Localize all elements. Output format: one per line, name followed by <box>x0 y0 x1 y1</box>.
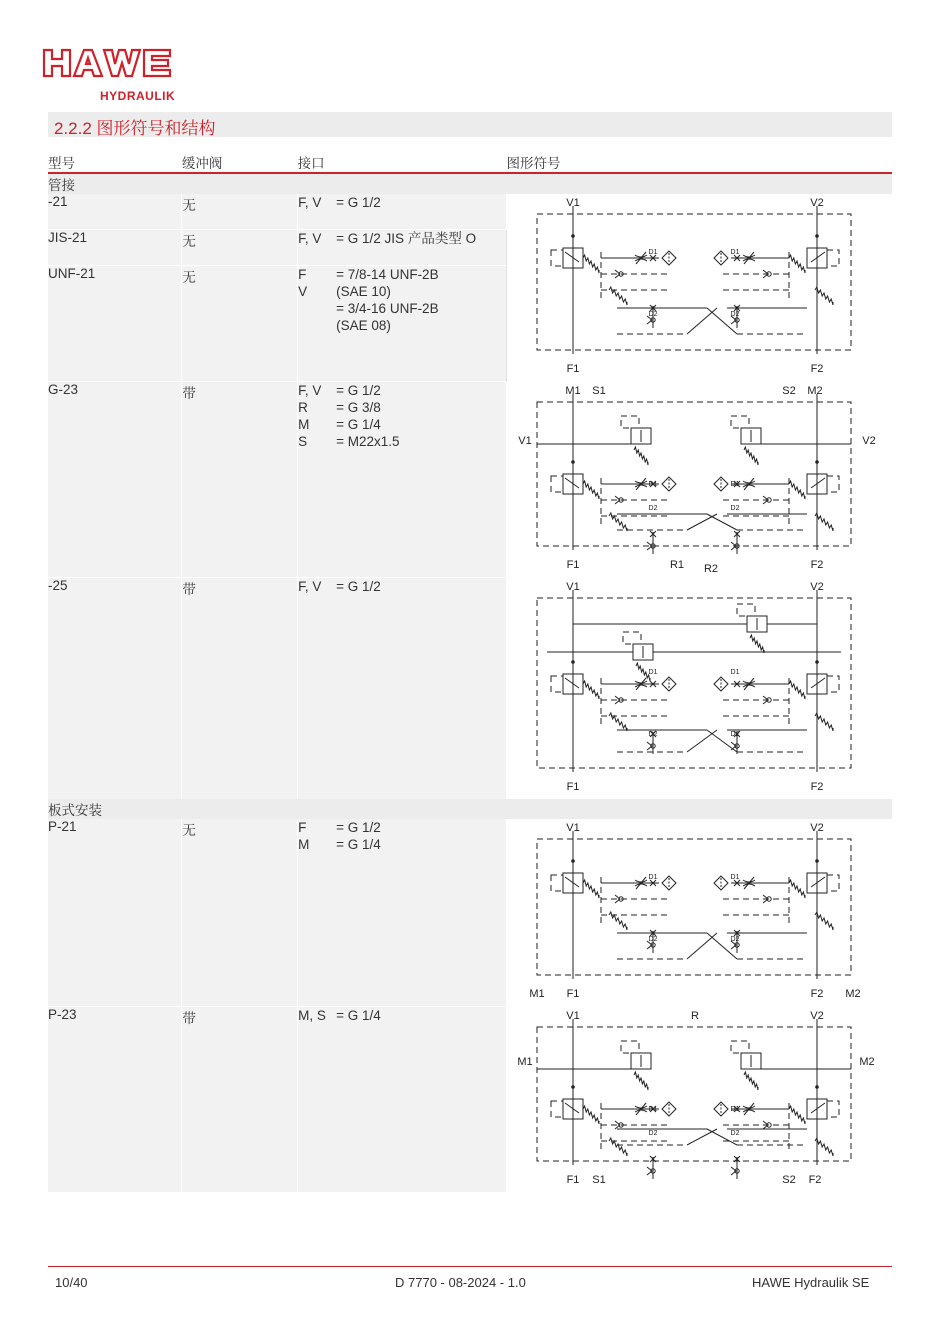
block-outline <box>827 875 839 891</box>
interface-cell <box>298 230 507 266</box>
port-label: D2 <box>648 731 658 738</box>
block-outline <box>551 476 563 492</box>
ifc-port: F <box>298 820 307 835</box>
port-label: F2 <box>808 1174 822 1186</box>
junction-dot <box>815 859 819 863</box>
port-label: M1 <box>565 385 581 397</box>
port-label: F1 <box>566 1174 580 1186</box>
hydraulic-symbol-25 <box>507 578 891 796</box>
port-label: M2 <box>859 1056 875 1068</box>
port-label: R <box>690 1010 699 1022</box>
spring-symbol <box>789 1106 805 1124</box>
ifc-port: S <box>298 434 308 449</box>
valve-arrow <box>565 252 579 262</box>
port-label: D1 <box>648 481 658 488</box>
spring-symbol <box>750 635 764 653</box>
footer-company: HAWE Hydraulik SE <box>752 1275 870 1290</box>
table-row <box>48 578 892 800</box>
check-valve-seat <box>647 1167 652 1175</box>
junction-dot <box>571 660 575 664</box>
table-header <box>48 152 892 173</box>
ifc-value: = G 1/2 <box>336 820 381 835</box>
hydraulic-symbol-p21 <box>507 819 891 1003</box>
ifc-port: M <box>298 417 310 432</box>
group-pipe: 管接 <box>48 173 892 194</box>
block-outline <box>551 875 563 891</box>
port-label: F2 <box>810 988 824 1000</box>
port-label: D1 <box>730 249 740 256</box>
check-valve-seat <box>647 742 652 750</box>
ifc-value: (SAE 08) <box>336 317 391 333</box>
valve-arrow <box>565 478 579 488</box>
port-label: V1 <box>566 581 580 593</box>
check-valve-seat <box>731 742 736 750</box>
block-outline <box>731 416 749 428</box>
check-valve-seat <box>731 1167 736 1175</box>
buffer-cell: 无 <box>182 265 298 381</box>
interface-cell <box>298 382 507 578</box>
hydraulic-symbol-p23 <box>507 1007 891 1189</box>
port-label: V1 <box>566 197 580 209</box>
port-label: V2 <box>810 1010 824 1022</box>
spring-symbol <box>815 513 833 531</box>
spring-symbol <box>815 912 833 930</box>
block-outline <box>827 676 839 692</box>
spring-symbol <box>815 713 833 731</box>
block-outline <box>737 604 755 616</box>
port-label: V1 <box>566 822 580 834</box>
port-label: V2 <box>862 435 876 447</box>
port-label: D2 <box>648 936 658 943</box>
port-label: D1 <box>648 669 658 676</box>
port-label: D2 <box>730 936 740 943</box>
ifc-value: (SAE 10) <box>336 283 391 299</box>
spring-symbol <box>789 880 805 898</box>
valve-arrow <box>565 1103 579 1113</box>
port-label: S2 <box>782 1174 796 1186</box>
port-label: D2 <box>648 505 658 512</box>
ifc-port: F <box>298 266 307 282</box>
flow-line <box>687 308 717 334</box>
symbol-cell <box>506 1007 891 1193</box>
col-header-symbol: 图形符号 <box>506 152 891 173</box>
spring-symbol <box>634 1072 648 1090</box>
ifc-port: F, V <box>298 195 322 210</box>
flow-line <box>707 514 737 530</box>
port-label: D1 <box>648 874 658 881</box>
spring-symbol <box>789 255 805 273</box>
spring-symbol <box>789 681 805 699</box>
group-plate: 板式安装 <box>48 799 892 819</box>
port-label: D1 <box>648 1106 658 1113</box>
port-label: V2 <box>810 822 824 834</box>
ifc-port: M, S <box>298 1008 326 1023</box>
interface-cell <box>298 265 507 381</box>
spec-table <box>48 152 892 1192</box>
flow-line <box>687 730 717 752</box>
hydraulic-symbol-g23 <box>507 382 891 574</box>
buffer-cell: 无 <box>182 194 298 230</box>
spring-symbol <box>583 481 599 499</box>
table-row <box>48 194 892 230</box>
spring-symbol <box>744 1072 758 1090</box>
col-header-buffer: 缓冲阀 <box>182 152 298 173</box>
block-outline <box>537 214 851 350</box>
model-cell: P-23 <box>48 1007 182 1193</box>
port-label: D2 <box>730 311 740 318</box>
interface-cell <box>298 194 507 230</box>
spring-symbol <box>583 681 599 699</box>
footer-divider <box>48 1266 892 1267</box>
block-outline <box>623 632 641 644</box>
port-label: M2 <box>807 385 823 397</box>
block-outline <box>827 476 839 492</box>
port-label: D1 <box>730 481 740 488</box>
symbol-cell <box>506 194 891 382</box>
logo-subtitle: HYDRAULIK <box>100 89 176 103</box>
valve-arrow <box>811 252 825 262</box>
port-label: R2 <box>703 563 718 574</box>
port-label: V1 <box>566 1010 580 1022</box>
spring-symbol <box>634 447 648 465</box>
junction-dot <box>571 859 575 863</box>
flow-line <box>687 933 717 959</box>
footer-doc: D 7770 - 08-2024 - 1.0 <box>395 1275 526 1290</box>
port-label: D1 <box>648 249 658 256</box>
block-outline <box>731 1041 749 1053</box>
section-title: 2.2.2 图形符号和结构 <box>54 119 216 138</box>
spring-symbol <box>583 880 599 898</box>
valve-arrow <box>565 877 579 887</box>
port-label: R1 <box>669 559 684 571</box>
ifc-value: = G 1/2 JIS 产品类型 O <box>336 231 477 247</box>
spring-symbol <box>583 1106 599 1124</box>
ifc-value: = G 1/4 <box>336 1008 381 1023</box>
port-label: D1 <box>730 669 740 676</box>
port-label: V2 <box>810 197 824 209</box>
port-label: D2 <box>730 731 740 738</box>
spring-symbol <box>789 481 805 499</box>
port-label: S1 <box>592 1174 606 1186</box>
valve-arrow <box>811 478 825 488</box>
table-row <box>48 819 892 1007</box>
ifc-value: = G 1/4 <box>336 837 381 852</box>
buffer-cell: 带 <box>182 1007 298 1193</box>
ifc-value: = M22x1.5 <box>336 434 400 449</box>
junction-dot <box>815 234 819 238</box>
symbol-cell <box>506 819 891 1007</box>
ifc-port: F, V <box>298 579 322 594</box>
block-outline <box>537 839 851 975</box>
ifc-value: = G 1/2 <box>336 383 381 398</box>
ifc-port: R <box>298 400 308 415</box>
port-label: F1 <box>566 559 580 571</box>
ifc-port: V <box>298 283 308 299</box>
table-row <box>48 382 892 578</box>
port-label: F1 <box>566 363 580 375</box>
col-header-interface: 接口 <box>298 152 507 173</box>
ifc-port: F, V <box>298 231 322 247</box>
ifc-value: = 7/8-14 UNF-2B <box>336 266 439 282</box>
model-cell: -25 <box>48 578 182 800</box>
port-label: V2 <box>810 581 824 593</box>
port-label: D2 <box>730 505 740 512</box>
port-label: F2 <box>810 781 824 793</box>
valve-arrow <box>811 678 825 688</box>
junction-dot <box>815 660 819 664</box>
interface-cell <box>298 1007 507 1193</box>
port-label: M1 <box>517 1056 533 1068</box>
interface-cell <box>298 578 507 800</box>
junction-dot <box>571 1085 575 1089</box>
valve-arrow <box>811 1103 825 1113</box>
valve-arrow <box>811 877 825 887</box>
block-outline <box>551 1101 563 1117</box>
port-label: S1 <box>592 385 606 397</box>
block-outline <box>537 402 851 546</box>
model-cell: JIS-21 <box>48 230 182 266</box>
port-label: D2 <box>730 1130 740 1137</box>
footer-page: 10/40 <box>55 1275 88 1290</box>
spring-symbol <box>815 1138 833 1156</box>
section-header <box>48 112 892 137</box>
port-label: D2 <box>648 311 658 318</box>
junction-dot <box>571 234 575 238</box>
port-label: D2 <box>648 1130 658 1137</box>
junction-dot <box>571 460 575 464</box>
model-cell: UNF-21 <box>48 265 182 381</box>
block-outline <box>827 1101 839 1117</box>
port-label: D1 <box>730 1106 740 1113</box>
block-outline <box>827 250 839 266</box>
buffer-cell: 无 <box>182 819 298 1007</box>
valve-arrow <box>565 678 579 688</box>
port-label: M2 <box>845 988 861 1000</box>
port-label: S2 <box>782 385 796 397</box>
block-outline <box>621 416 639 428</box>
ifc-value: = G 3/8 <box>336 400 381 415</box>
spring-symbol <box>744 447 758 465</box>
port-label: F1 <box>566 781 580 793</box>
symbol-cell <box>506 382 891 578</box>
ifc-value: = G 1/2 <box>336 579 381 594</box>
ifc-port: M <box>298 837 310 852</box>
junction-dot <box>815 1085 819 1089</box>
buffer-cell: 带 <box>182 382 298 578</box>
buffer-cell: 带 <box>182 578 298 800</box>
buffer-cell: 无 <box>182 230 298 266</box>
port-label: V1 <box>518 435 532 447</box>
ifc-value: = 3/4-16 UNF-2B <box>336 300 439 316</box>
hydraulic-symbol-21 <box>507 194 891 378</box>
col-header-model: 型号 <box>48 152 182 173</box>
port-label: D1 <box>730 874 740 881</box>
spring-symbol <box>583 255 599 273</box>
model-cell: P-21 <box>48 819 182 1007</box>
ifc-port: F, V <box>298 383 322 398</box>
model-cell: -21 <box>48 194 182 230</box>
interface-cell <box>298 819 507 1007</box>
ifc-value: = G 1/2 <box>336 195 381 210</box>
port-label: F1 <box>566 988 580 1000</box>
spring-symbol <box>815 287 833 305</box>
port-label: F2 <box>810 363 824 375</box>
ifc-value: = G 1/4 <box>336 417 381 432</box>
ifc-port <box>298 317 336 334</box>
block-outline <box>551 250 563 266</box>
port-label: M1 <box>529 988 545 1000</box>
table-row <box>48 1007 892 1193</box>
block-outline <box>621 1041 639 1053</box>
ifc-port <box>298 300 336 317</box>
junction-dot <box>815 460 819 464</box>
symbol-cell <box>506 578 891 800</box>
port-label: F2 <box>810 559 824 571</box>
model-cell: G-23 <box>48 382 182 578</box>
block-outline <box>551 676 563 692</box>
